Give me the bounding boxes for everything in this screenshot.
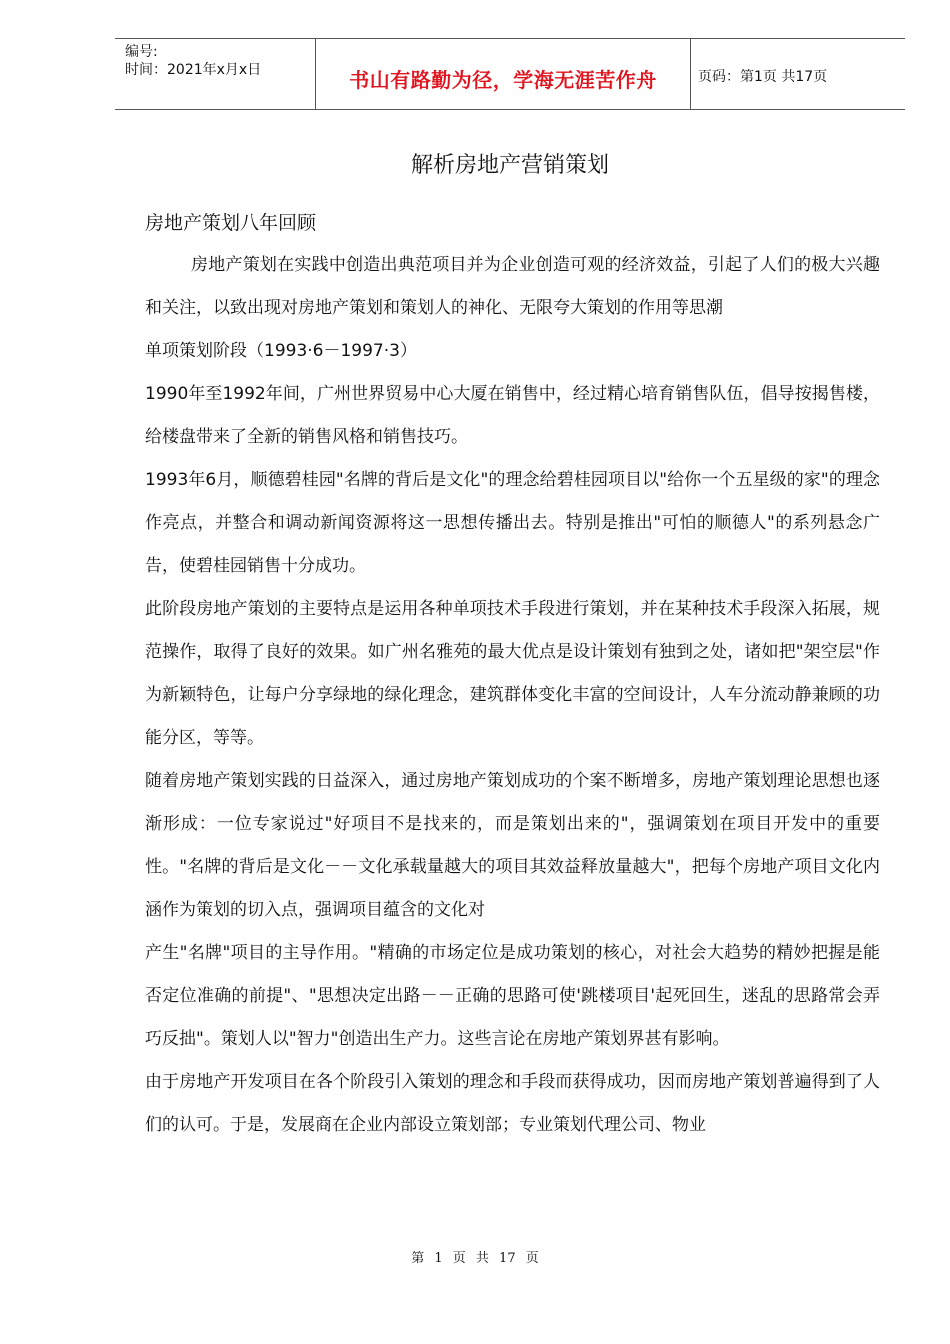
document-time-label: 时间：2021年x月x日 — [125, 62, 262, 78]
header-page-info: 页码：第1页 共17页 — [698, 69, 828, 85]
body-paragraph: 单项策划阶段（1993·6－1997·3） — [145, 341, 417, 361]
page-footer — [0, 1247, 950, 1266]
header-motto-cell — [315, 39, 691, 109]
section-heading: 房地产策划八年回顾 — [145, 212, 317, 234]
header-page-cell — [690, 39, 905, 109]
document-code-label: 编号: — [125, 44, 158, 60]
document-title: 解析房地产营销策划 — [410, 153, 609, 178]
body-paragraph: 1993年6月，顺德碧桂园"名牌的背后是文化"的理念给碧桂园项目以"给你一个五星级的家"的理念作亮点，并整合和调动新闻资源将这一思想传播出去。特别是推出"可怕的顺德人"的系列悬念广告，使碧桂园销售十分成功。 — [145, 470, 880, 576]
body-paragraph: 此阶段房地产策划的主要特点是运用各种单项技术手段进行策划，并在某种技术手段深入拓展，规范操作，取得了良好的效果。如广州名雅苑的最大优点是设计策划有独到之处，诸如把"架空层"作为新颖特色，让每户分享绿地的绿化理念，建筑群体变化丰富的空间设计，人车分流动静兼顾的功能分区，等等。 — [145, 599, 880, 748]
header-motto: 书山有路勤为径，学海无涯苦作舟 — [349, 68, 657, 92]
footer-page-number: 第 1 页 共 17 页 — [411, 1251, 539, 1266]
body-paragraph: 随着房地产策划实践的日益深入，通过房地产策划成功的个案不断增多，房地产策划理论思想也逐渐形成：一位专家说过"好项目不是找来的，而是策划出来的"，强调策划在项目开发中的重要性。"名牌的背后是文化－－文化承载量越大的项目其效益释放量越大"，把每个房地产项目文化内涵作为策划的切入点，强调项目蕴含的文化对 — [145, 771, 880, 920]
body-paragraph: 房地产策划在实践中创造出典范项目并为企业创造可观的经济效益，引起了人们的极大兴趣和关注，以致出现对房地产策划和策划人的神化、无限夸大策划的作用等思潮 — [145, 255, 880, 318]
body-paragraph: 1990年至1992年间，广州世界贸易中心大厦在销售中，经过精心培育销售队伍，倡导按揭售楼，给楼盘带来了全新的销售风格和销售技巧。 — [145, 384, 880, 447]
document-body — [145, 244, 880, 1147]
header-meta-cell — [115, 39, 315, 109]
body-paragraph: 产生"名牌"项目的主导作用。"精确的市场定位是成功策划的核心，对社会大趋势的精妙把握是能否定位准确的前提"、"思想决定出路－－正确的思路可使'跳楼项目'起死回生，迷乱的思路常会弄巧反拙"。策划人以"智力"创造出生产力。这些言论在房地产策划界甚有影响。 — [145, 943, 880, 1049]
document-header — [115, 38, 905, 110]
body-paragraph: 由于房地产开发项目在各个阶段引入策划的理念和手段而获得成功，因而房地产策划普遍得到了人们的认可。于是，发展商在企业内部设立策划部；专业策划代理公司、物业 — [145, 1072, 880, 1135]
